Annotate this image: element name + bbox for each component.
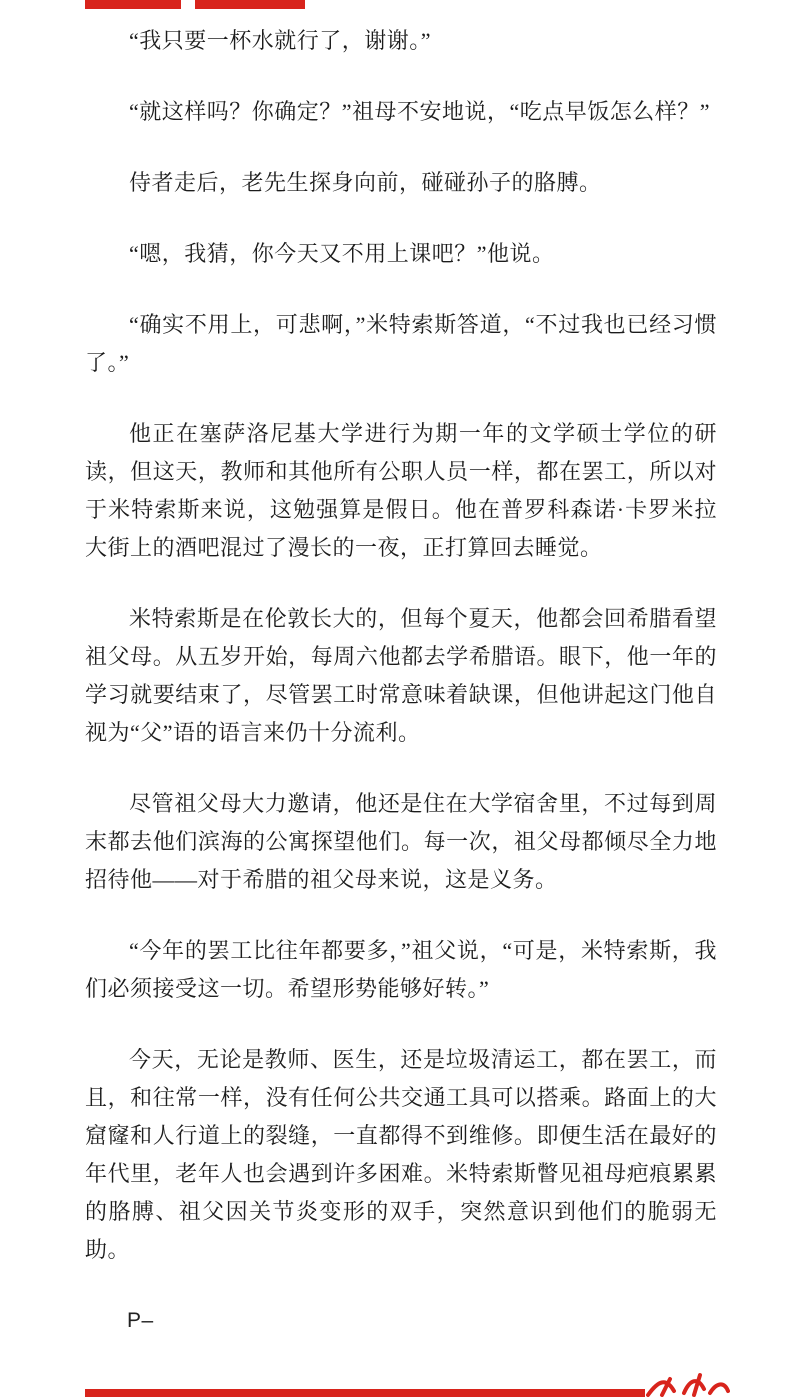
paragraph: 米特索斯是在伦敦长大的，但每个夏天，他都会回希腊看望祖父母。从五岁开始，每周六他都去学希腊语。眼下，他一年的学习就要结束了，尽管罢工时常意味着缺课，但他讲起这门他自视为“父”语的语言来仍十分流利。 bbox=[85, 606, 717, 745]
paragraph: 尽管祖父母大力邀请，他还是住在大学宿舍里，不过每到周末都去他们滨海的公寓探望他们。每一次，祖父母都倾尽全力地招待他——对于希腊的祖父母来说，这是义务。 bbox=[85, 791, 717, 892]
paragraph: 侍者走后，老先生探身向前，碰碰孙子的胳膊。 bbox=[129, 170, 602, 195]
paragraph: “我只要一杯水就行了，谢谢。” bbox=[129, 28, 432, 53]
red-heading-fragment-right bbox=[195, 0, 305, 9]
footer-red-bar bbox=[85, 1389, 645, 1397]
calligraphy-signature-icon bbox=[640, 1367, 730, 1397]
paragraph: 今天，无论是教师、医生，还是垃圾清运工，都在罢工，而且，和往常一样，没有任何公共交通工具可以搭乘。路面上的大窟窿和人行道上的裂缝，一直都得不到维修。即便生活在最好的年代里，老年人也会遇到许多困难。米特索斯瞥见祖母疤痕累累的胳膊、祖父因关节炎变形的双手，突然意识到他们的脆弱无助。 bbox=[85, 1047, 717, 1262]
paragraph: “确实不用上，可悲啊，”米特索斯答道，“不过我也已经习惯了。” bbox=[85, 312, 717, 375]
paragraph: “就这样吗？你确定？”祖母不安地说，“吃点早饭怎么样？” bbox=[129, 99, 711, 124]
footer bbox=[0, 1367, 800, 1397]
red-heading-fragment-left bbox=[85, 0, 181, 9]
paragraph: 他正在塞萨洛尼基大学进行为期一年的文学硕士学位的研读，但这天，教师和其他所有公职人员一样，都在罢工，所以对于米特索斯来说，这勉强算是假日。他在普罗科森诺·卡罗米拉大街上的酒吧混过了漫长的一夜，正打算回去睡觉。 bbox=[85, 421, 717, 560]
paragraph: “嗯，我猜，你今天又不用上课吧？”他说。 bbox=[129, 241, 555, 266]
top-red-heading-fragments bbox=[85, 0, 305, 9]
article-body bbox=[85, 22, 717, 1373]
page-mark: P– bbox=[127, 1309, 154, 1332]
paragraph: “今年的罢工比往年都要多，”祖父说，“可是，米特索斯，我们必须接受这一切。希望形势能够好转。” bbox=[85, 938, 717, 1001]
